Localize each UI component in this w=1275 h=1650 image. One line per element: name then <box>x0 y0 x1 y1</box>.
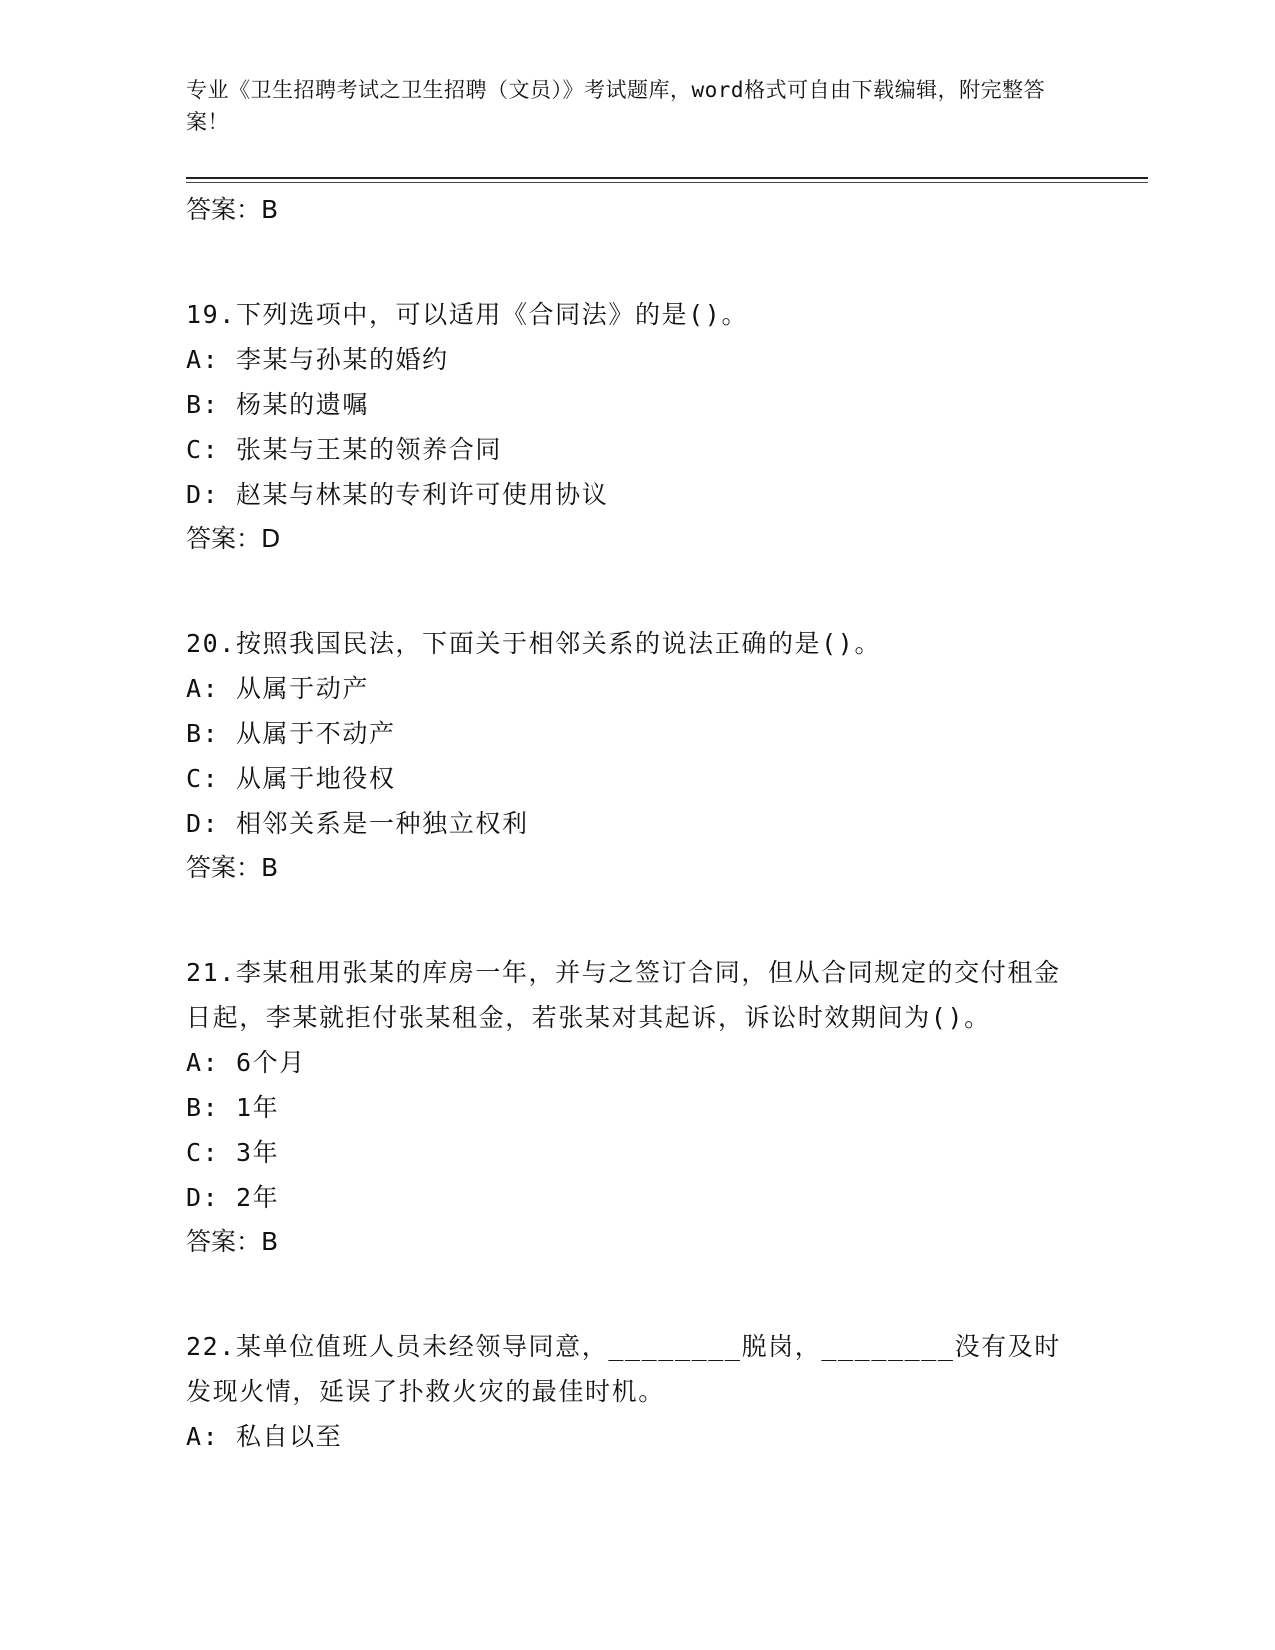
question-stem: 19.下列选项中，可以适用《合同法》的是()。 <box>186 300 749 329</box>
answer-line <box>186 846 1086 890</box>
question-stem: 20.按照我国民法，下面关于相邻关系的说法正确的是()。 <box>186 629 882 658</box>
spacer <box>186 1264 1086 1324</box>
option-a: A: 私自以至 <box>186 1422 343 1451</box>
option-c: C: 张某与王某的领养合同 <box>186 435 502 464</box>
spacer <box>186 561 1086 621</box>
spacer <box>186 890 1086 950</box>
answer-value: B <box>261 1227 279 1256</box>
answer-value: B <box>261 853 279 882</box>
option-b: B: 1年 <box>186 1093 280 1122</box>
option-a: A: 从属于动产 <box>186 674 369 703</box>
answer-label: 答案： <box>186 524 262 553</box>
option-b: B: 杨某的遗嘱 <box>186 390 369 419</box>
option-b: B: 从属于不动产 <box>186 719 396 748</box>
answer-value: D <box>261 524 281 553</box>
option-a: A: 李某与孙某的婚约 <box>186 345 449 374</box>
spacer <box>186 232 1086 292</box>
option-a: A: 6个月 <box>186 1048 306 1077</box>
answer-label: 答案： <box>186 853 262 882</box>
answer-line <box>186 1220 1086 1264</box>
answer-label: 答案： <box>186 195 262 224</box>
document-header: 专业《卫生招聘考试之卫生招聘（文员）》考试题库，word格式可自由下载编辑，附完整答案！ <box>186 78 1046 134</box>
answer-line <box>186 517 1086 561</box>
answer-line <box>186 188 1086 232</box>
question-stem: 21.李某租用张某的库房一年，并与之签订合同，但从合同规定的交付租金日起，李某就拒付张某租金，若张某对其起诉，诉讼时效期间为()。 <box>186 958 1061 1032</box>
option-d: D: 赵某与林某的专利许可使用协议 <box>186 480 609 509</box>
header-divider-thin <box>186 182 1148 183</box>
option-d: D: 2年 <box>186 1183 280 1212</box>
question-list <box>186 188 1086 1459</box>
option-d: D: 相邻关系是一种独立权利 <box>186 809 529 838</box>
header-divider-thick <box>186 177 1148 179</box>
answer-label: 答案： <box>186 1227 262 1256</box>
option-c: C: 从属于地役权 <box>186 764 396 793</box>
option-c: C: 3年 <box>186 1138 280 1167</box>
answer-value: B <box>261 195 279 224</box>
question-stem: 22.某单位值班人员未经领导同意，________脱岗，________没有及时发现火情，延误了扑救火灾的最佳时机。 <box>186 1332 1061 1406</box>
